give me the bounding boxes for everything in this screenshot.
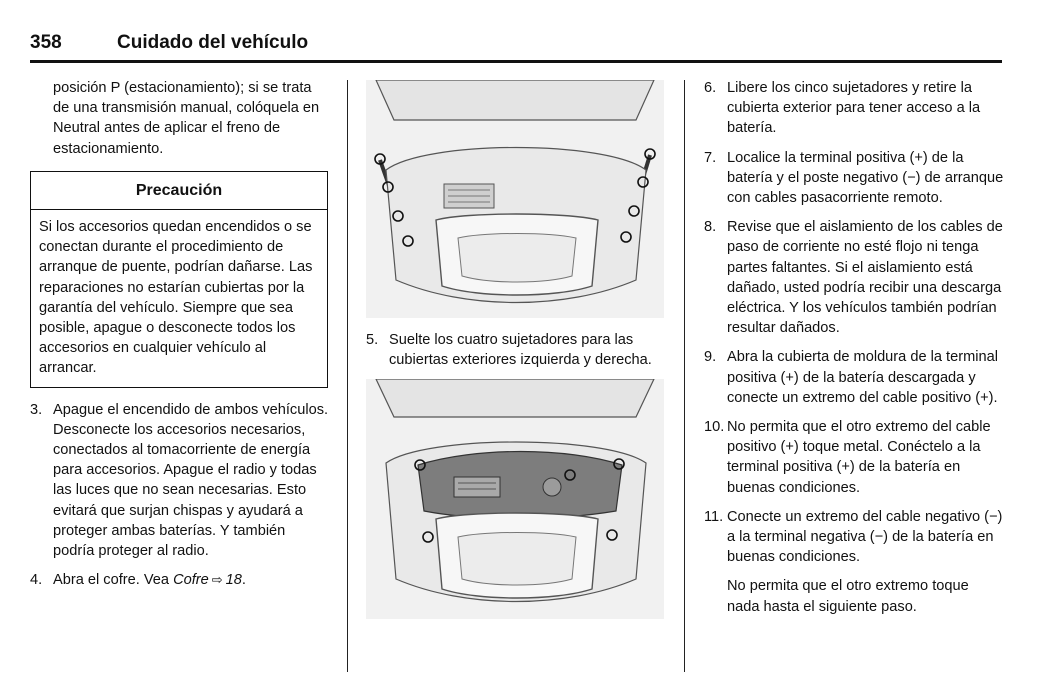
intro-paragraph: posición P (estacionamiento); si se trata de una transmisión manual, colóquela en Neutral antes de aplicar el freno de estacionamiento. xyxy=(53,80,320,157)
caution-box xyxy=(30,171,328,388)
step-text: Conecte un extremo del cable negativo (−) a la terminal negativa (−) de la batería en buenas condiciones. xyxy=(727,508,1003,566)
step-6 xyxy=(704,78,1004,139)
step-7 xyxy=(704,148,1004,209)
cross-reference-link[interactable]: Cofre xyxy=(173,572,209,589)
step-number: 6. xyxy=(704,80,717,96)
step-text xyxy=(53,570,330,590)
step-number: 10. xyxy=(704,419,725,436)
column-divider-left xyxy=(347,80,348,672)
figure-battery-cover xyxy=(366,379,664,619)
caution-title: Precaución xyxy=(31,172,327,210)
step-number: 8. xyxy=(704,219,717,236)
step-4 xyxy=(30,570,330,590)
step-3 xyxy=(30,400,330,562)
step-text: Suelte los cuatro sujetadores para las cubiertas exteriores izquierda y derecha. xyxy=(389,332,652,369)
step-number: 5. xyxy=(366,332,379,348)
step-number: 11. xyxy=(704,508,724,525)
step-text: Localice la terminal positiva (+) de la batería y el poste negativo (−) de arranque con cables pasacorriente remoto. xyxy=(727,149,1004,207)
header-rule xyxy=(30,60,1002,63)
step-text-end: . xyxy=(241,572,246,589)
figure-fuse-covers xyxy=(366,80,664,318)
column-divider-right xyxy=(684,80,685,672)
column-left xyxy=(30,78,330,599)
reference-page-number[interactable]: 18 xyxy=(225,572,242,589)
front-trunk-illustration-1 xyxy=(366,80,664,318)
step-number: 7. xyxy=(704,149,717,166)
step-10 xyxy=(704,417,1004,498)
step-11-note: No permita que el otro extremo toque nada hasta el siguiente paso. xyxy=(727,578,969,615)
step-11 xyxy=(704,507,1004,568)
step-text: Revise que el aislamiento de los cables de paso de corriente no esté flojo ni tenga partes faltantes. Si el aislamiento está dañado, usted podría recibir una descarga eléctrica. Y los vehículos también podrían resultar dañados. xyxy=(727,219,1003,337)
step-number: 3. xyxy=(30,401,43,418)
column-right xyxy=(704,78,1004,617)
step-8 xyxy=(704,217,1004,338)
step-text-lead: Abra el cofre. Vea xyxy=(53,572,174,589)
step-9 xyxy=(704,347,1004,408)
caution-body: Si los accesorios quedan encendidos o se conectan durante el procedimiento de arranque de puente, podrían dañarse. Las reparaciones no estarían cubiertas por la garantía del vehículo. Siempre que sea posible, apague o desconecte todos los accesorios en cualquier vehículo al arrancar. xyxy=(39,219,313,377)
step-text: Libere los cinco sujetadores y retire la cubierta exterior para tener acceso a la batería. xyxy=(727,80,981,137)
step-text: Abra la cubierta de moldura de la terminal positiva (+) de la batería descargada y conecte un extremo del cable positivo (+). xyxy=(727,349,998,406)
step-text: No permita que el otro extremo del cable positivo (+) toque metal. Conéctelo a la terminal positiva (+) de la batería en buenas condiciones. xyxy=(727,419,991,496)
step-text: Apague el encendido de ambos vehículos. Desconecte los accesorios necesarios, conectados al tomacorriente de energía para accesorios. Apague el radio y todas las luces que no sean necesarias. Esto evitará que surjan chispas y ayudará a proteger ambas baterías. Y también podría proteger al radio. xyxy=(53,401,329,560)
page-number: 358 xyxy=(30,32,62,53)
section-title: Cuidado del vehículo xyxy=(117,32,309,53)
step-number: 9. xyxy=(704,349,717,366)
page-reference-arrow-icon: ⇨ xyxy=(211,572,223,588)
page-header xyxy=(30,30,1002,64)
column-middle xyxy=(366,80,666,619)
step-5 xyxy=(366,330,666,370)
front-trunk-illustration-2 xyxy=(366,379,664,619)
step-number: 4. xyxy=(30,572,43,589)
